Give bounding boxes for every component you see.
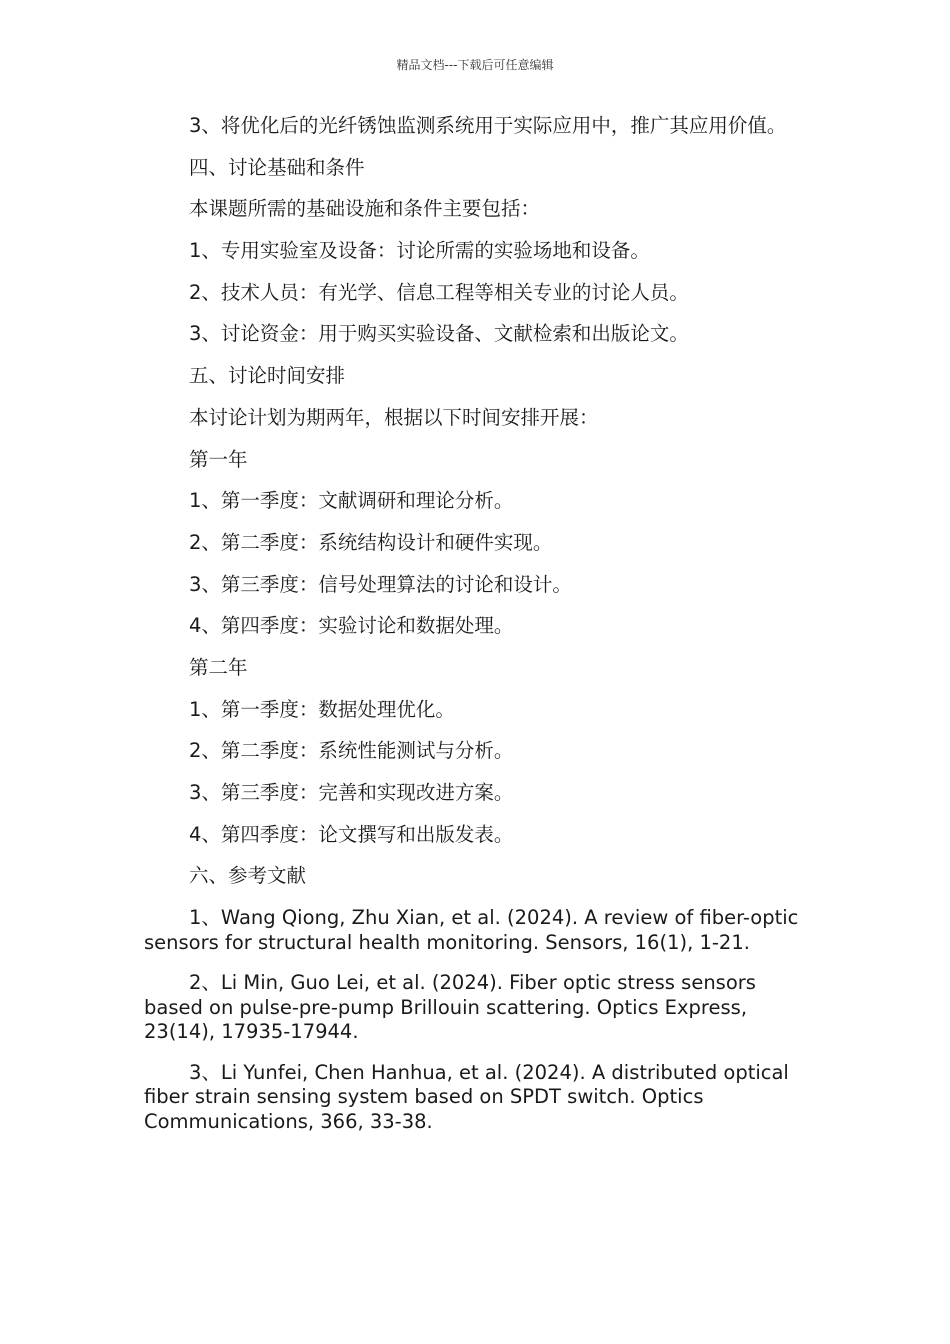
year-one-heading: 第一年 bbox=[189, 447, 248, 471]
basis-item-1: 1、专用实验室及设备：讨论所需的实验场地和设备。 bbox=[189, 239, 650, 263]
year-two-heading: 第二年 bbox=[189, 655, 248, 679]
year-one-q4: 4、第四季度：实验讨论和数据处理。 bbox=[189, 614, 514, 638]
year-two-q2: 2、第二季度：系统性能测试与分析。 bbox=[189, 739, 514, 763]
document-body bbox=[144, 114, 816, 1150]
basis-intro: 本课题所需的基础设施和条件主要包括： bbox=[189, 197, 541, 221]
basis-item-3: 3、讨论资金：用于购买实验设备、文献检索和出版论文。 bbox=[189, 322, 689, 346]
year-one-q1: 1、第一季度：文献调研和理论分析。 bbox=[189, 489, 514, 513]
section-heading-schedule: 五、讨论时间安排 bbox=[189, 364, 346, 388]
page-header-note: 精品文档---下载后可任意编辑 bbox=[396, 58, 554, 72]
section-heading-basis: 四、讨论基础和条件 bbox=[189, 155, 365, 179]
goal-item-3: 3、将优化后的光纤锈蚀监测系统用于实际应用中，推广其应用价值。 bbox=[189, 114, 787, 137]
year-two-q4: 4、第四季度：论文撰写和出版发表。 bbox=[189, 822, 514, 846]
reference-item: 1、Wang Qiong, Zhu Xian, et al. (2024). A review of fiber-optic sensors for structural health monitoring. Sensors, 16(1), 1-21. bbox=[144, 906, 799, 954]
year-two-q1: 1、第一季度：数据处理优化。 bbox=[189, 697, 455, 721]
reference-list bbox=[144, 906, 816, 1134]
basis-item-2: 2、技术人员：有光学、信息工程等相关专业的讨论人员。 bbox=[189, 280, 689, 304]
schedule-intro: 本讨论计划为期两年，根据以下时间安排开展： bbox=[189, 405, 599, 429]
year-one-q3: 3、第三季度：信号处理算法的讨论和设计。 bbox=[189, 572, 572, 596]
year-one-q2: 2、第二季度：系统结构设计和硬件实现。 bbox=[189, 530, 553, 554]
reference-item: 3、Li Yunfei, Chen Hanhua, et al. (2024). A distributed optical fiber strain sensing system based on SPDT switch. Optics Communications, 366, 33-38. bbox=[144, 1060, 789, 1133]
year-two-q3: 3、第三季度：完善和实现改进方案。 bbox=[189, 781, 514, 804]
section-heading-references: 六、参考文献 bbox=[189, 864, 307, 888]
reference-item: 2、Li Min, Guo Lei, et al. (2024). Fiber optic stress sensors based on pulse-pre-pump Brillouin scattering. Optics Express, 23(14), 17935-17944. bbox=[144, 971, 756, 1044]
